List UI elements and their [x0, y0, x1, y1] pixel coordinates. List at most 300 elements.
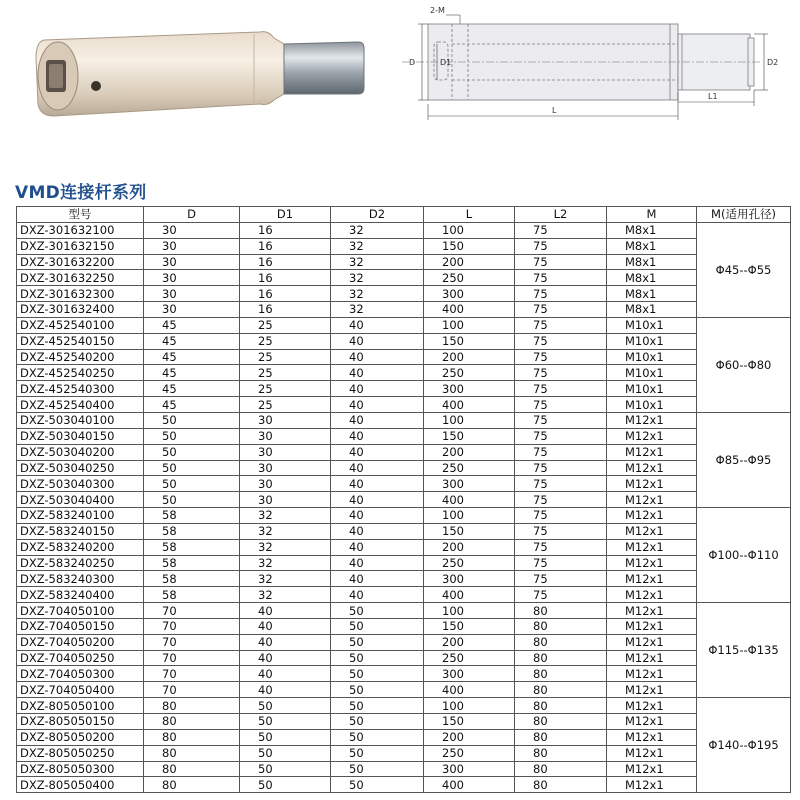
- value-cell: 50: [331, 682, 424, 698]
- value-cell: 50: [240, 777, 331, 793]
- value-cell: 75: [515, 571, 607, 587]
- value-cell: 75: [515, 349, 607, 365]
- value-cell: M12x1: [607, 587, 697, 603]
- value-cell: 200: [424, 444, 515, 460]
- model-cell: DXZ-452540300: [17, 381, 144, 397]
- value-cell: 45: [144, 365, 240, 381]
- value-cell: 150: [424, 428, 515, 444]
- value-cell: 30: [240, 428, 331, 444]
- value-cell: 40: [331, 317, 424, 333]
- value-cell: 100: [424, 698, 515, 714]
- model-cell: DXZ-704050150: [17, 618, 144, 634]
- value-cell: 30: [240, 492, 331, 508]
- value-cell: 40: [331, 460, 424, 476]
- value-cell: M12x1: [607, 508, 697, 524]
- model-cell: DXZ-452540150: [17, 333, 144, 349]
- column-header-m: M: [607, 207, 697, 223]
- model-cell: DXZ-704050100: [17, 603, 144, 619]
- value-cell: 75: [515, 222, 607, 238]
- value-cell: M12x1: [607, 523, 697, 539]
- value-cell: 45: [144, 333, 240, 349]
- model-cell: DXZ-805050300: [17, 761, 144, 777]
- value-cell: 75: [515, 476, 607, 492]
- value-cell: M8x1: [607, 222, 697, 238]
- value-cell: 80: [144, 745, 240, 761]
- value-cell: 58: [144, 587, 240, 603]
- value-cell: 45: [144, 349, 240, 365]
- model-cell: DXZ-503040200: [17, 444, 144, 460]
- value-cell: 32: [331, 270, 424, 286]
- value-cell: 300: [424, 761, 515, 777]
- drawing-label-d: D: [409, 58, 416, 67]
- value-cell: 80: [515, 603, 607, 619]
- value-cell: 75: [515, 381, 607, 397]
- value-cell: 32: [240, 508, 331, 524]
- value-cell: 50: [331, 666, 424, 682]
- value-cell: M10x1: [607, 397, 697, 413]
- value-cell: 16: [240, 302, 331, 318]
- value-cell: M12x1: [607, 714, 697, 730]
- value-cell: 100: [424, 412, 515, 428]
- value-cell: 100: [424, 508, 515, 524]
- value-cell: 400: [424, 397, 515, 413]
- value-cell: M12x1: [607, 571, 697, 587]
- table-row: [17, 666, 791, 682]
- value-cell: M12x1: [607, 618, 697, 634]
- value-cell: 40: [331, 349, 424, 365]
- value-cell: M12x1: [607, 460, 697, 476]
- value-cell: 30: [144, 286, 240, 302]
- value-cell: 100: [424, 603, 515, 619]
- value-cell: 80: [515, 761, 607, 777]
- value-cell: M10x1: [607, 333, 697, 349]
- value-cell: 45: [144, 317, 240, 333]
- table-row: [17, 555, 791, 571]
- value-cell: 70: [144, 634, 240, 650]
- table-row: [17, 587, 791, 603]
- drawing-label-l1: L1: [708, 92, 718, 101]
- model-cell: DXZ-805050250: [17, 745, 144, 761]
- value-cell: 32: [331, 222, 424, 238]
- model-cell: DXZ-452540200: [17, 349, 144, 365]
- value-cell: 40: [331, 492, 424, 508]
- value-cell: 250: [424, 460, 515, 476]
- value-cell: 75: [515, 555, 607, 571]
- value-cell: 80: [515, 698, 607, 714]
- table-row: [17, 508, 791, 524]
- value-cell: 40: [331, 523, 424, 539]
- table-row: [17, 238, 791, 254]
- value-cell: 50: [240, 698, 331, 714]
- hole-range-cell: Φ60--Φ80: [697, 317, 791, 412]
- model-cell: DXZ-301632200: [17, 254, 144, 270]
- value-cell: 80: [144, 698, 240, 714]
- value-cell: 200: [424, 349, 515, 365]
- value-cell: 75: [515, 444, 607, 460]
- value-cell: 40: [240, 618, 331, 634]
- value-cell: 50: [144, 476, 240, 492]
- value-cell: 75: [515, 587, 607, 603]
- value-cell: 80: [515, 729, 607, 745]
- value-cell: M8x1: [607, 270, 697, 286]
- value-cell: M12x1: [607, 650, 697, 666]
- value-cell: 16: [240, 286, 331, 302]
- value-cell: 250: [424, 745, 515, 761]
- value-cell: 16: [240, 254, 331, 270]
- model-cell: DXZ-704050200: [17, 634, 144, 650]
- product-photo: [28, 18, 368, 123]
- table-row: [17, 729, 791, 745]
- value-cell: 75: [515, 397, 607, 413]
- value-cell: 75: [515, 460, 607, 476]
- value-cell: 250: [424, 650, 515, 666]
- value-cell: 100: [424, 222, 515, 238]
- value-cell: 32: [240, 571, 331, 587]
- value-cell: 80: [515, 666, 607, 682]
- value-cell: 25: [240, 381, 331, 397]
- value-cell: 50: [240, 761, 331, 777]
- value-cell: 40: [331, 555, 424, 571]
- table-row: [17, 302, 791, 318]
- table-header-row: [17, 207, 791, 223]
- column-header-d2: D2: [331, 207, 424, 223]
- value-cell: 75: [515, 492, 607, 508]
- table-row: [17, 428, 791, 444]
- model-cell: DXZ-301632100: [17, 222, 144, 238]
- hole-range-cell: Φ100--Φ110: [697, 508, 791, 603]
- value-cell: M12x1: [607, 476, 697, 492]
- value-cell: 100: [424, 317, 515, 333]
- value-cell: 30: [144, 270, 240, 286]
- value-cell: 400: [424, 682, 515, 698]
- column-header-model: 型号: [17, 207, 144, 223]
- value-cell: 25: [240, 349, 331, 365]
- section-title: VMD连接杆系列: [15, 183, 147, 203]
- value-cell: 200: [424, 254, 515, 270]
- table-row: [17, 365, 791, 381]
- value-cell: 40: [331, 428, 424, 444]
- value-cell: M10x1: [607, 317, 697, 333]
- value-cell: 25: [240, 317, 331, 333]
- value-cell: 25: [240, 333, 331, 349]
- value-cell: 40: [331, 587, 424, 603]
- model-cell: DXZ-503040400: [17, 492, 144, 508]
- hole-range-cell: Φ85--Φ95: [697, 412, 791, 507]
- value-cell: 40: [331, 476, 424, 492]
- table-row: [17, 618, 791, 634]
- value-cell: 200: [424, 729, 515, 745]
- model-cell: DXZ-503040250: [17, 460, 144, 476]
- value-cell: 400: [424, 492, 515, 508]
- model-cell: DXZ-805050200: [17, 729, 144, 745]
- value-cell: 32: [331, 254, 424, 270]
- table-row: [17, 270, 791, 286]
- table-row: [17, 539, 791, 555]
- value-cell: 250: [424, 365, 515, 381]
- value-cell: 40: [331, 539, 424, 555]
- value-cell: 80: [515, 714, 607, 730]
- hole-range-cell: Φ140--Φ195: [697, 698, 791, 793]
- value-cell: 30: [240, 444, 331, 460]
- value-cell: 75: [515, 286, 607, 302]
- table-row: [17, 254, 791, 270]
- table-row: [17, 492, 791, 508]
- value-cell: 150: [424, 333, 515, 349]
- value-cell: 16: [240, 270, 331, 286]
- column-header-d: D: [144, 207, 240, 223]
- value-cell: 250: [424, 270, 515, 286]
- value-cell: 300: [424, 571, 515, 587]
- drawing-label-holes: 2-M: [430, 6, 445, 15]
- value-cell: 58: [144, 539, 240, 555]
- model-cell: DXZ-452540400: [17, 397, 144, 413]
- value-cell: 75: [515, 523, 607, 539]
- value-cell: 75: [515, 270, 607, 286]
- value-cell: 32: [331, 286, 424, 302]
- table-row: [17, 349, 791, 365]
- model-cell: DXZ-301632300: [17, 286, 144, 302]
- table-row: [17, 460, 791, 476]
- table-row: [17, 397, 791, 413]
- table-row: [17, 444, 791, 460]
- model-cell: DXZ-583240400: [17, 587, 144, 603]
- value-cell: 400: [424, 777, 515, 793]
- value-cell: 30: [144, 238, 240, 254]
- value-cell: 80: [515, 650, 607, 666]
- value-cell: 58: [144, 523, 240, 539]
- model-cell: DXZ-301632400: [17, 302, 144, 318]
- value-cell: 150: [424, 238, 515, 254]
- value-cell: 250: [424, 555, 515, 571]
- value-cell: 300: [424, 476, 515, 492]
- drawing-label-l: L: [552, 106, 557, 115]
- value-cell: 50: [144, 428, 240, 444]
- value-cell: 45: [144, 397, 240, 413]
- value-cell: 40: [331, 333, 424, 349]
- value-cell: 30: [240, 412, 331, 428]
- value-cell: 50: [331, 650, 424, 666]
- value-cell: M12x1: [607, 555, 697, 571]
- value-cell: 30: [144, 254, 240, 270]
- value-cell: 50: [331, 714, 424, 730]
- value-cell: M12x1: [607, 666, 697, 682]
- table-row: [17, 571, 791, 587]
- drawing-label-d2: D2: [767, 58, 779, 67]
- value-cell: 30: [144, 302, 240, 318]
- value-cell: 32: [240, 587, 331, 603]
- value-cell: M12x1: [607, 777, 697, 793]
- value-cell: 75: [515, 428, 607, 444]
- value-cell: 50: [331, 634, 424, 650]
- value-cell: 40: [331, 571, 424, 587]
- value-cell: M12x1: [607, 428, 697, 444]
- table-row: [17, 523, 791, 539]
- value-cell: 75: [515, 254, 607, 270]
- value-cell: 200: [424, 634, 515, 650]
- value-cell: 80: [515, 634, 607, 650]
- value-cell: 150: [424, 714, 515, 730]
- table-row: [17, 777, 791, 793]
- table-row: [17, 286, 791, 302]
- table-row: [17, 698, 791, 714]
- value-cell: 58: [144, 555, 240, 571]
- value-cell: 40: [240, 666, 331, 682]
- value-cell: M12x1: [607, 539, 697, 555]
- table-row: [17, 317, 791, 333]
- model-cell: DXZ-452540100: [17, 317, 144, 333]
- value-cell: 50: [144, 460, 240, 476]
- model-cell: DXZ-583240100: [17, 508, 144, 524]
- value-cell: 400: [424, 302, 515, 318]
- value-cell: 40: [331, 412, 424, 428]
- technical-drawing: [382, 4, 787, 126]
- value-cell: 50: [331, 729, 424, 745]
- value-cell: 75: [515, 365, 607, 381]
- model-cell: DXZ-503040100: [17, 412, 144, 428]
- value-cell: 50: [144, 492, 240, 508]
- value-cell: 50: [331, 777, 424, 793]
- value-cell: 80: [144, 777, 240, 793]
- model-cell: DXZ-583240150: [17, 523, 144, 539]
- value-cell: 50: [331, 698, 424, 714]
- model-cell: DXZ-452540250: [17, 365, 144, 381]
- value-cell: 40: [240, 650, 331, 666]
- value-cell: 75: [515, 412, 607, 428]
- value-cell: M10x1: [607, 365, 697, 381]
- hole-range-cell: Φ45--Φ55: [697, 222, 791, 317]
- value-cell: 30: [240, 460, 331, 476]
- value-cell: M8x1: [607, 238, 697, 254]
- value-cell: 50: [144, 412, 240, 428]
- drawing-label-d1: D1: [440, 58, 452, 67]
- model-cell: DXZ-301632150: [17, 238, 144, 254]
- model-cell: DXZ-704050250: [17, 650, 144, 666]
- table-row: [17, 714, 791, 730]
- table-row: [17, 761, 791, 777]
- value-cell: M10x1: [607, 349, 697, 365]
- table-row: [17, 634, 791, 650]
- value-cell: 75: [515, 317, 607, 333]
- value-cell: 80: [144, 729, 240, 745]
- value-cell: 400: [424, 587, 515, 603]
- value-cell: 32: [240, 555, 331, 571]
- model-cell: DXZ-583240200: [17, 539, 144, 555]
- value-cell: 40: [331, 508, 424, 524]
- value-cell: 70: [144, 618, 240, 634]
- model-cell: DXZ-583240250: [17, 555, 144, 571]
- value-cell: M12x1: [607, 603, 697, 619]
- value-cell: 40: [240, 682, 331, 698]
- value-cell: 50: [240, 729, 331, 745]
- value-cell: 80: [515, 777, 607, 793]
- value-cell: 32: [331, 238, 424, 254]
- value-cell: M12x1: [607, 698, 697, 714]
- value-cell: 75: [515, 302, 607, 318]
- value-cell: M8x1: [607, 254, 697, 270]
- table-row: [17, 412, 791, 428]
- value-cell: 40: [331, 381, 424, 397]
- hole-range-cell: Φ115--Φ135: [697, 603, 791, 698]
- table-row: [17, 745, 791, 761]
- value-cell: 25: [240, 397, 331, 413]
- value-cell: 70: [144, 650, 240, 666]
- column-header-d1: D1: [240, 207, 331, 223]
- value-cell: 80: [515, 618, 607, 634]
- value-cell: 40: [331, 365, 424, 381]
- value-cell: 25: [240, 365, 331, 381]
- table-row: [17, 381, 791, 397]
- value-cell: 75: [515, 333, 607, 349]
- value-cell: M10x1: [607, 381, 697, 397]
- value-cell: M12x1: [607, 729, 697, 745]
- value-cell: 58: [144, 571, 240, 587]
- value-cell: 50: [331, 603, 424, 619]
- value-cell: 75: [515, 238, 607, 254]
- value-cell: 32: [240, 539, 331, 555]
- value-cell: 40: [240, 603, 331, 619]
- value-cell: 75: [515, 508, 607, 524]
- table-body: [17, 222, 791, 792]
- table-row: [17, 682, 791, 698]
- value-cell: 150: [424, 523, 515, 539]
- table-row: [17, 333, 791, 349]
- value-cell: 50: [240, 745, 331, 761]
- value-cell: 70: [144, 682, 240, 698]
- value-cell: 200: [424, 539, 515, 555]
- value-cell: 300: [424, 286, 515, 302]
- column-header-hole-range: M(适用孔径): [697, 207, 791, 223]
- table-row: [17, 476, 791, 492]
- value-cell: 50: [331, 618, 424, 634]
- value-cell: 80: [515, 682, 607, 698]
- value-cell: 50: [331, 761, 424, 777]
- model-cell: DXZ-805050150: [17, 714, 144, 730]
- value-cell: 75: [515, 539, 607, 555]
- value-cell: 30: [240, 476, 331, 492]
- value-cell: 80: [144, 714, 240, 730]
- value-cell: 40: [331, 397, 424, 413]
- value-cell: M12x1: [607, 634, 697, 650]
- table-row: [17, 650, 791, 666]
- value-cell: M12x1: [607, 444, 697, 460]
- table-row: [17, 603, 791, 619]
- value-cell: 40: [240, 634, 331, 650]
- value-cell: 80: [144, 761, 240, 777]
- value-cell: 50: [240, 714, 331, 730]
- value-cell: 80: [515, 745, 607, 761]
- table-row: [17, 222, 791, 238]
- value-cell: 70: [144, 603, 240, 619]
- value-cell: 16: [240, 238, 331, 254]
- value-cell: M12x1: [607, 412, 697, 428]
- value-cell: 32: [331, 302, 424, 318]
- column-header-l2: L2: [515, 207, 607, 223]
- model-cell: DXZ-805050400: [17, 777, 144, 793]
- model-cell: DXZ-583240300: [17, 571, 144, 587]
- value-cell: M12x1: [607, 761, 697, 777]
- value-cell: 30: [144, 222, 240, 238]
- model-cell: DXZ-704050400: [17, 682, 144, 698]
- value-cell: 50: [331, 745, 424, 761]
- value-cell: M12x1: [607, 745, 697, 761]
- model-cell: DXZ-503040150: [17, 428, 144, 444]
- model-cell: DXZ-805050100: [17, 698, 144, 714]
- value-cell: 32: [240, 523, 331, 539]
- value-cell: M12x1: [607, 492, 697, 508]
- value-cell: 40: [331, 444, 424, 460]
- value-cell: 150: [424, 618, 515, 634]
- value-cell: 45: [144, 381, 240, 397]
